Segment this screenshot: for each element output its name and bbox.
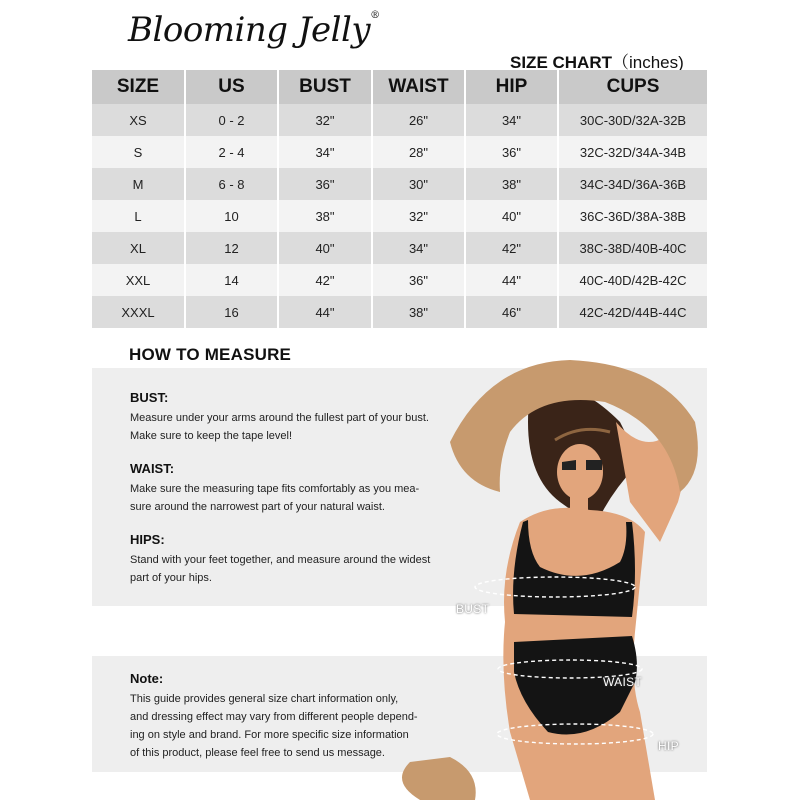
- cell-bust: 42": [278, 264, 372, 296]
- cell-cups: 30C-30D/32A-32B: [579, 112, 687, 128]
- cell-us: 6 - 8: [185, 168, 278, 200]
- cell-hip: 46": [465, 296, 558, 328]
- waist-text: Make sure the measuring tape fits comfortably as you mea- sure around the narrowest part of your natural waist.: [130, 483, 420, 513]
- cell-size: XL: [92, 232, 185, 264]
- brand-logo: [128, 10, 380, 50]
- size-chart-title-text: SIZE CHART: [510, 53, 612, 72]
- hips-heading: HIPS:: [130, 532, 165, 547]
- cell-bust: 34": [278, 136, 372, 168]
- cell-size: S: [92, 136, 185, 168]
- header-us: US: [185, 70, 278, 104]
- brand-reg-mark: ®: [370, 10, 380, 21]
- cell-hip: 40": [465, 200, 558, 232]
- table-row: [92, 104, 707, 136]
- cell-us: 2 - 4: [185, 136, 278, 168]
- photo-label-waist: WAIST: [603, 675, 643, 689]
- cell-size: M: [92, 168, 185, 200]
- cell-waist: 30": [372, 168, 465, 200]
- header-size: SIZE: [92, 70, 185, 104]
- note-heading: Note:: [130, 671, 164, 686]
- cell-hip: 42": [465, 232, 558, 264]
- waist-heading: WAIST:: [130, 461, 175, 476]
- cell-cups: 38C-38D/40B-40C: [579, 240, 687, 256]
- cell-bust: 32": [278, 104, 372, 136]
- cell-size: XXL: [92, 264, 185, 296]
- header-cups: CUPS: [606, 76, 660, 97]
- cell-waist: 26": [372, 104, 465, 136]
- table-row: [92, 296, 707, 328]
- cell-cups: 32C-32D/34A-34B: [579, 144, 687, 160]
- bust-text: Measure under your arms around the fullest part of your bust. Make sure to keep the tape level!: [130, 412, 429, 442]
- cell-us: 16: [185, 296, 278, 328]
- table-row: [92, 264, 707, 296]
- cell-bust: 38": [278, 200, 372, 232]
- cell-cups: 40C-40D/42B-42C: [579, 272, 687, 288]
- header-bust: BUST: [278, 70, 372, 104]
- photo-label-bust: BUST: [456, 602, 490, 616]
- cell-size: XS: [92, 104, 185, 136]
- cell-waist: 36": [372, 264, 465, 296]
- cell-bust: 40": [278, 232, 372, 264]
- note-text: This guide provides general size chart information only, and dressing effect may vary from different people depend- ing on style and brand. For more specific size information of this product, please feel free to send us message.: [130, 693, 418, 759]
- header-hip: HIP: [465, 70, 558, 104]
- cell-cups: 36C-36D/38A-38B: [579, 208, 687, 224]
- cell-size: XXXL: [92, 296, 185, 328]
- cell-bust: 36": [278, 168, 372, 200]
- cell-us: 10: [185, 200, 278, 232]
- size-table: [92, 70, 707, 328]
- size-chart-unit: （inches): [612, 53, 684, 72]
- cell-waist: 34": [372, 232, 465, 264]
- cell-size: L: [92, 200, 185, 232]
- how-to-measure-title: HOW TO MEASURE: [129, 345, 292, 364]
- cell-waist: 38": [372, 296, 465, 328]
- cell-bust: 44": [278, 296, 372, 328]
- bust-heading: BUST:: [130, 390, 169, 405]
- cell-hip: 34": [465, 104, 558, 136]
- brand-name: Blooming Jelly: [128, 10, 371, 50]
- table-header-row: [92, 70, 707, 104]
- cell-us: 14: [185, 264, 278, 296]
- cell-hip: 38": [465, 168, 558, 200]
- table-row: [92, 168, 707, 200]
- table-row: [92, 200, 707, 232]
- photo-label-hip: HIP: [658, 739, 679, 753]
- header-waist: WAIST: [372, 70, 465, 104]
- cell-hip: 44": [465, 264, 558, 296]
- cell-us: 0 - 2: [185, 104, 278, 136]
- cell-waist: 32": [372, 200, 465, 232]
- cell-hip: 36": [465, 136, 558, 168]
- cell-cups: 34C-34D/36A-36B: [579, 176, 687, 192]
- cell-waist: 28": [372, 136, 465, 168]
- cell-cups: 42C-42D/44B-44C: [579, 304, 687, 320]
- table-row: [92, 232, 707, 264]
- table-row: [92, 136, 707, 168]
- hips-text: Stand with your feet together, and measure around the widest part of your hips.: [130, 554, 431, 584]
- cell-us: 12: [185, 232, 278, 264]
- model-photo: [380, 352, 707, 800]
